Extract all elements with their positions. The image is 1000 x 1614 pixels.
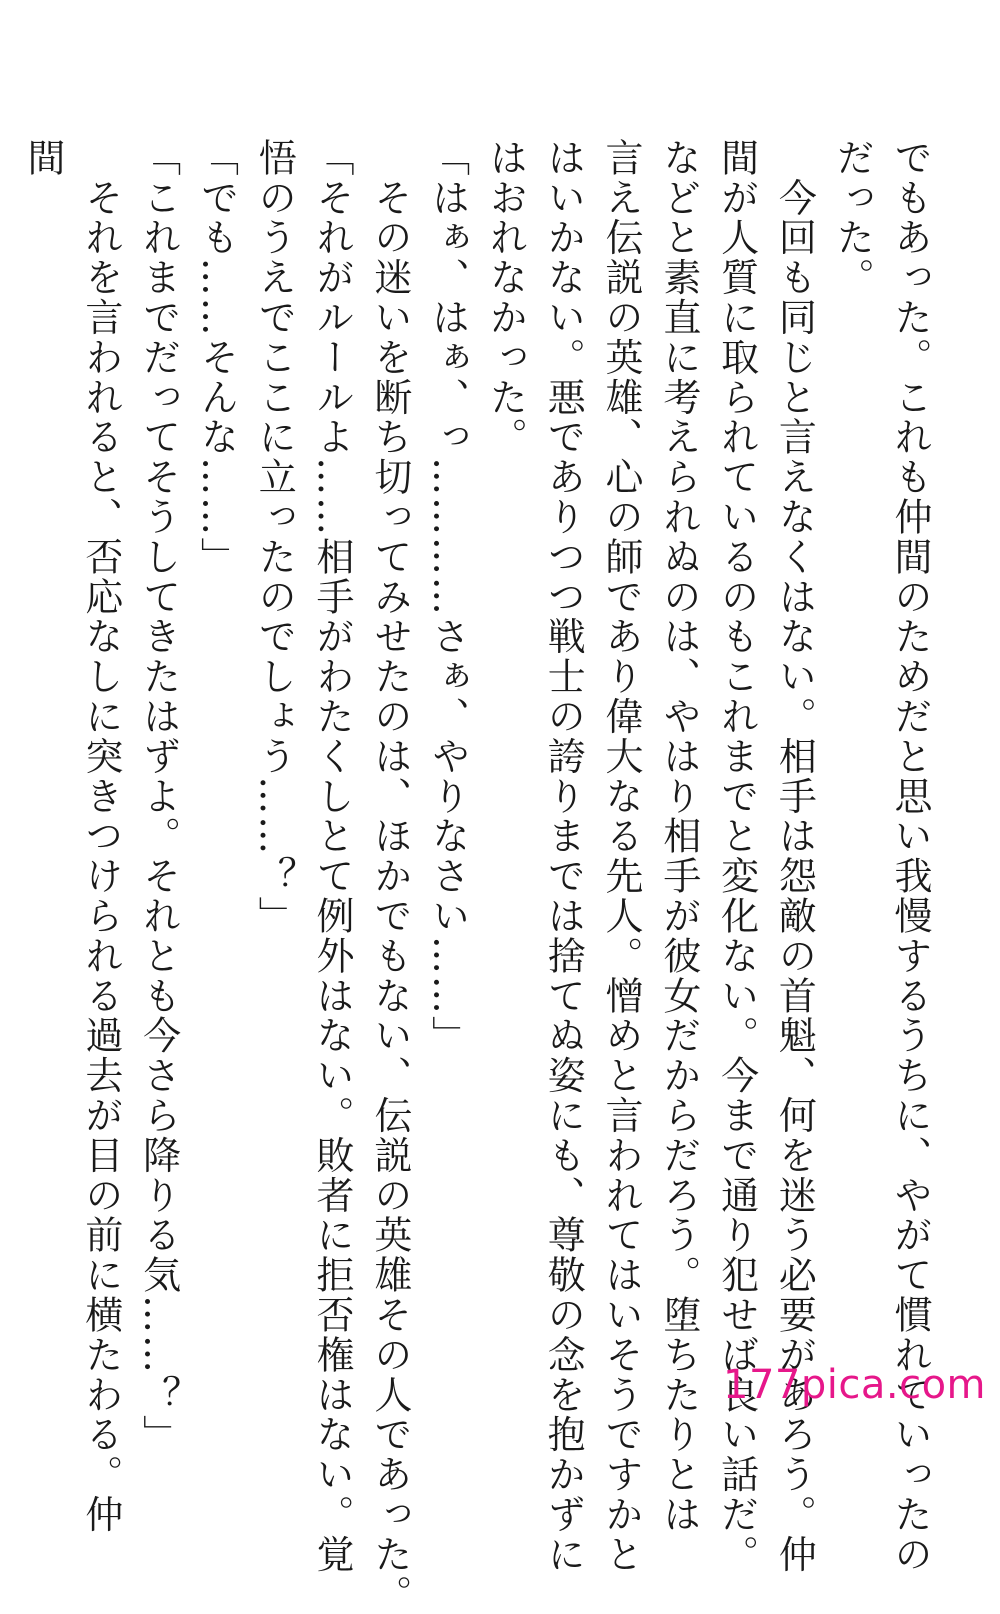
text-line: 「それがルールよ……相手がわたくしとて例外はない。敗者に拒否権はない。覚 [310,138,355,1575]
text-line: その迷いを断ち切ってみせたのは、ほかでもない、伝説の英雄その人であった。 [367,138,412,1614]
text-line: 「これまでだってそうしてきたはずよ。それとも今さら降りる気……？」 [136,138,181,1455]
text-line: はおれなかった。 [483,138,528,458]
text-line: だった。 [830,138,875,298]
watermark: 177pica.com [723,1362,986,1408]
text-line: などと素直に考えられぬのは、やはり相手が彼女だからだろう。堕ちたりとは [656,138,701,1535]
text-line: 悟のうえでここに立ったのでしょう……？」 [252,138,297,936]
text-line: はいかない。悪でありつつ戦士の誇りまでは捨てぬ姿にも、尊敬の念を抱かずに [541,138,586,1575]
text-line: それを言われると、否応なしに突きつけられる過去が目の前に横たわる。仲 [78,138,123,1535]
text-line: でもあった。これも仲間のためだと思い我慢するうちに、やがて慣れていったの [888,138,932,1575]
text-line: 間が人質に取られているのもこれまでと変化ない。今まで通り犯せば良い話だ。 [714,138,759,1575]
text-line: 今回も同じと言えなくはない。相手は怨敵の首魁、何を迷う必要があろう。仲 [772,138,817,1575]
text-line: 「でも……そんな……」 [194,138,239,577]
text-line: 間 [21,138,66,178]
text-line: 言え伝説の英雄、心の師であり偉大なる先人。憎めと言われてはいそうですかと [599,138,644,1575]
text-line: 「はぁ、はぁ、っ…………さぁ、やりなさい……」 [425,138,470,1056]
